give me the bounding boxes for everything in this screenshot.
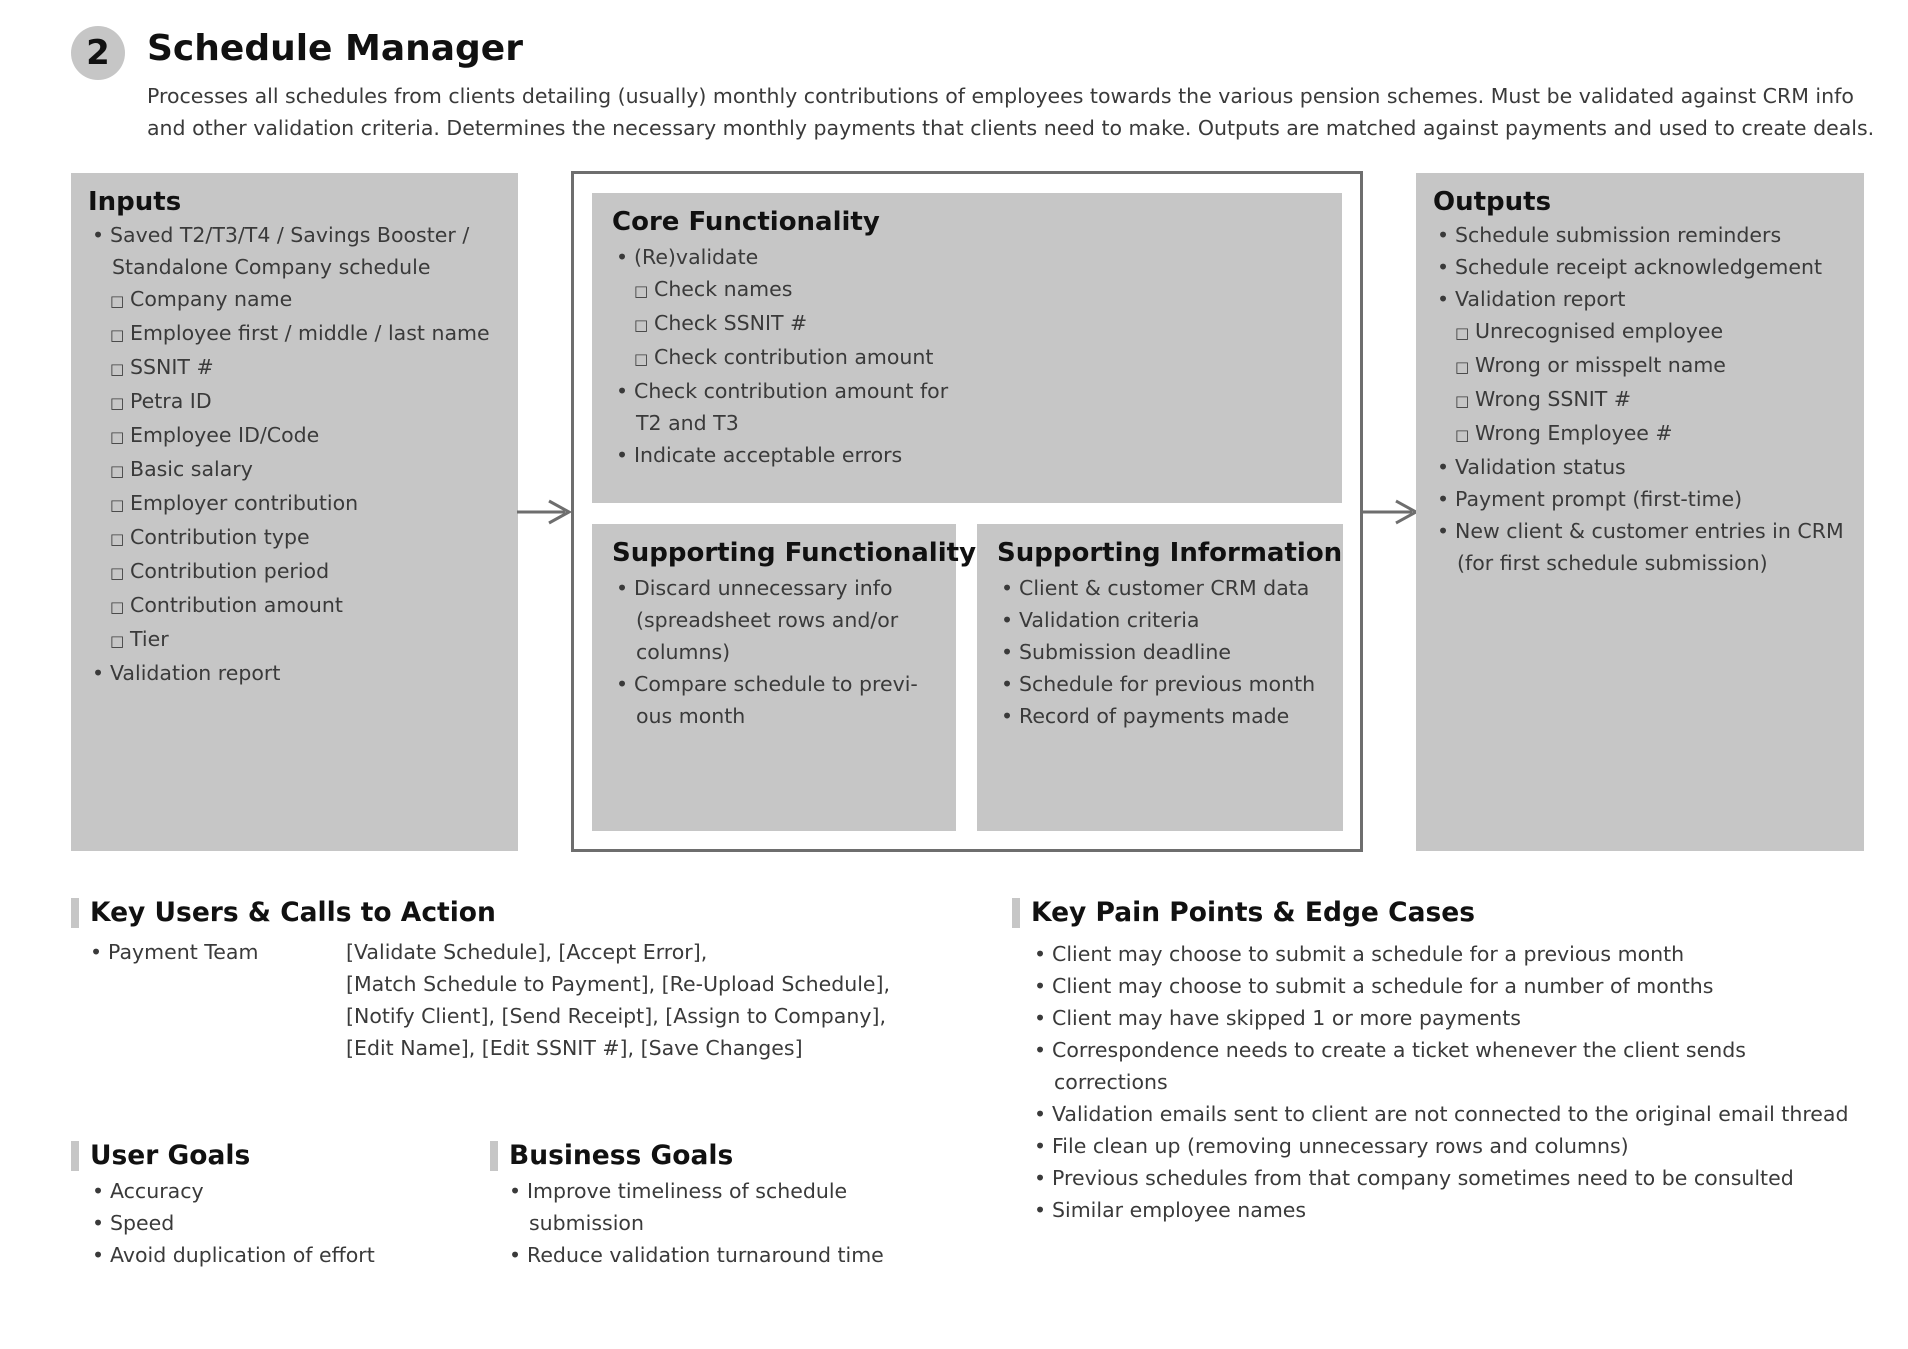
- sub-list-item: □ Check names: [612, 273, 1342, 307]
- cta-line: [Validate Schedule], [Accept Error],: [346, 940, 708, 964]
- inputs-title: Inputs: [88, 187, 182, 217]
- key-user-name: • Payment Team: [90, 936, 258, 968]
- list-item-continuation: (for first schedule submission): [1457, 551, 1768, 575]
- outputs-list: [1433, 219, 1864, 579]
- list-item: • Improve timeliness of schedule: [505, 1175, 884, 1207]
- sub-list-item: □ Employee ID/Code: [88, 419, 518, 453]
- core-functionality-panel: [592, 193, 1342, 503]
- calls-to-action: [346, 936, 890, 1064]
- supporting-information-panel: [977, 524, 1343, 831]
- list-item: • Payment prompt (first-time): [1433, 483, 1864, 515]
- user-goals-heading: User Goals: [71, 1141, 250, 1171]
- cta-line: [Notify Client], [Send Receipt], [Assign to Company],: [346, 1004, 886, 1028]
- list-item-continuation: corrections: [1054, 1070, 1168, 1094]
- key-users-heading: Key Users & Calls to Action: [71, 898, 496, 928]
- section-number-badge: 2: [71, 26, 125, 80]
- list-item: • Accuracy: [88, 1175, 375, 1207]
- inputs-list: [88, 219, 518, 689]
- list-item-continuation: submission: [529, 1211, 644, 1235]
- sub-list-item: □ Wrong Employee #: [1433, 417, 1864, 451]
- core-functionality-title: Core Functionality: [612, 207, 880, 237]
- sub-list-item: □ Check contribution amount: [612, 341, 1342, 375]
- sub-list-item: □ Employer contribution: [88, 487, 518, 521]
- list-item: • Client may have skipped 1 or more payments: [1030, 1002, 1849, 1034]
- pain-points-heading: Key Pain Points & Edge Cases: [1012, 898, 1475, 928]
- page-title: Schedule Manager: [147, 28, 523, 69]
- list-item: • Discard unnecessary info: [612, 572, 956, 604]
- sub-list-item: □ Company name: [88, 283, 518, 317]
- list-item: • Saved T2/T3/T4 / Savings Booster /: [88, 219, 518, 251]
- list-item-continuation: ous month: [636, 704, 746, 728]
- business-goals-list: [505, 1175, 884, 1271]
- list-item-continuation: Standalone Company schedule: [112, 255, 431, 279]
- arrow-right-icon: [517, 498, 573, 526]
- list-item: • New client & customer entries in CRM: [1433, 515, 1864, 547]
- list-item: • Schedule for previous month: [997, 668, 1343, 700]
- sub-list-item: □ Wrong SSNIT #: [1433, 383, 1864, 417]
- list-item: • Record of payments made: [997, 700, 1343, 732]
- description-line: and other validation criteria. Determines the necessary monthly payments that clients need to make. Outputs are matched against payments and used to create deals.: [147, 116, 1875, 140]
- list-item: • Submission deadline: [997, 636, 1343, 668]
- list-item: • Check contribution amount for: [612, 375, 1342, 407]
- list-item-continuation: T2 and T3: [636, 411, 739, 435]
- list-item: • Compare schedule to previ-: [612, 668, 956, 700]
- pain-points-list: [1030, 938, 1849, 1226]
- cta-line: [Match Schedule to Payment], [Re-Upload Schedule],: [346, 972, 891, 996]
- list-item: • (Re)validate: [612, 241, 1342, 273]
- sub-list-item: □ Employee first / middle / last name: [88, 317, 518, 351]
- sub-list-item: □ Check SSNIT #: [612, 307, 1342, 341]
- supporting-functionality-title: Supporting Functionality: [612, 538, 977, 568]
- arrow-right-icon: [1362, 498, 1420, 526]
- supporting-information-list: [997, 572, 1343, 732]
- list-item: • Validation report: [1433, 283, 1864, 315]
- list-item: • Validation report: [88, 657, 518, 689]
- list-item: • Validation status: [1433, 451, 1864, 483]
- list-item: • Validation emails sent to client are not connected to the original email thread: [1030, 1098, 1849, 1130]
- outputs-title: Outputs: [1433, 187, 1552, 217]
- cta-line: [Edit Name], [Edit SSNIT #], [Save Changes]: [346, 1036, 803, 1060]
- outputs-panel: [1416, 173, 1864, 851]
- description-line: Processes all schedules from clients detailing (usually) monthly contributions of employees towards the various pension schemes. Must be validated against CRM info: [147, 84, 1854, 108]
- sub-list-item: □ Basic salary: [88, 453, 518, 487]
- sub-list-item: □ Contribution amount: [88, 589, 518, 623]
- business-goals-heading: Business Goals: [490, 1141, 733, 1171]
- list-item-continuation: (spreadsheet rows and/or: [636, 608, 899, 632]
- list-item: • Client may choose to submit a schedule for a number of months: [1030, 970, 1849, 1002]
- supporting-information-title: Supporting Information: [997, 538, 1343, 568]
- list-item: • Indicate acceptable errors: [612, 439, 1342, 471]
- user-goals-list: [88, 1175, 375, 1271]
- sub-list-item: □ Tier: [88, 623, 518, 657]
- core-functionality-list: [612, 241, 1342, 471]
- list-item: • File clean up (removing unnecessary rows and columns): [1030, 1130, 1849, 1162]
- sub-list-item: □ Contribution type: [88, 521, 518, 555]
- functionality-frame: [571, 171, 1363, 852]
- sub-list-item: □ Contribution period: [88, 555, 518, 589]
- sub-list-item: □ Unrecognised employee: [1433, 315, 1864, 349]
- list-item: • Schedule submission reminders: [1433, 219, 1864, 251]
- list-item: • Reduce validation turnaround time: [505, 1239, 884, 1271]
- list-item: • Client may choose to submit a schedule for a previous month: [1030, 938, 1849, 970]
- list-item: • Client & customer CRM data: [997, 572, 1343, 604]
- sub-list-item: □ Wrong or misspelt name: [1433, 349, 1864, 383]
- supporting-functionality-list: [612, 572, 956, 732]
- list-item: • Correspondence needs to create a ticket whenever the client sends: [1030, 1034, 1849, 1066]
- inputs-panel: [71, 173, 518, 851]
- list-item: • Schedule receipt acknowledgement: [1433, 251, 1864, 283]
- list-item: • Similar employee names: [1030, 1194, 1849, 1226]
- list-item: • Avoid duplication of effort: [88, 1239, 375, 1271]
- list-item-continuation: columns): [636, 640, 731, 664]
- sub-list-item: □ SSNIT #: [88, 351, 518, 385]
- list-item: • Speed: [88, 1207, 375, 1239]
- sub-list-item: □ Petra ID: [88, 385, 518, 419]
- list-item: • Validation criteria: [997, 604, 1343, 636]
- page-description: [147, 80, 1875, 144]
- list-item: • Previous schedules from that company sometimes need to be consulted: [1030, 1162, 1849, 1194]
- supporting-functionality-panel: [592, 524, 977, 831]
